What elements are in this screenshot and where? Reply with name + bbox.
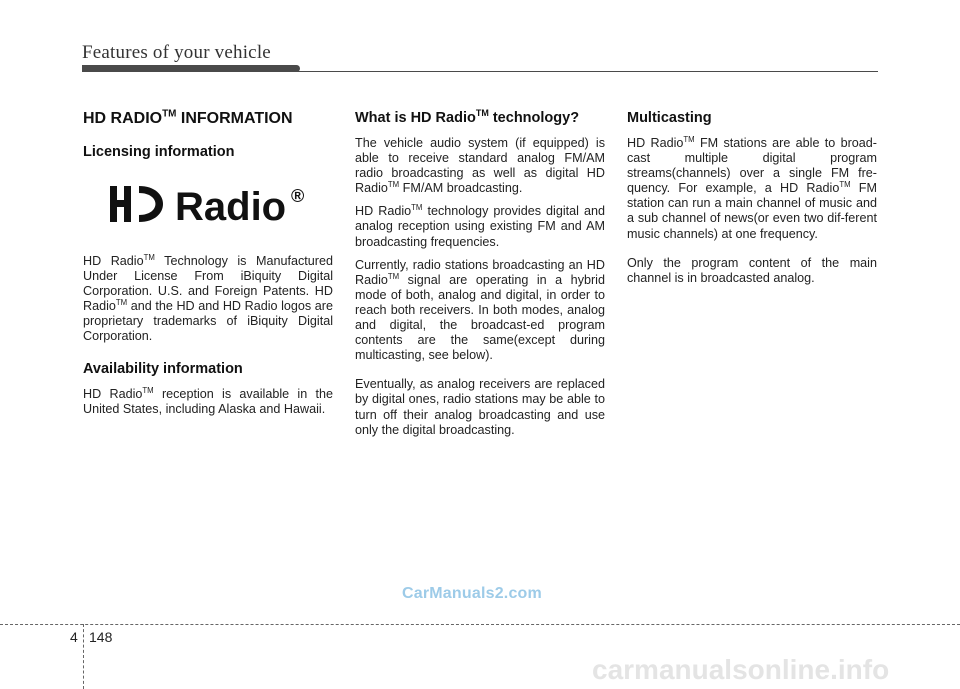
- licensing-heading: Licensing information: [83, 144, 235, 160]
- logo-wordmark: Radio: [175, 185, 287, 229]
- column-3: [627, 110, 877, 294]
- column-1: [83, 110, 333, 425]
- site-watermark: carmanualsonline.info: [592, 654, 890, 685]
- tech-paragraph-2: HD Radio™ technology provides digital and analog reception using existing FM and AM broadcasting frequencies.: [355, 203, 605, 249]
- hd-radio-logo: [83, 174, 333, 244]
- multicasting-paragraph-1: HD Radio™ FM stations are able to broad-cast multiple digital program streams(channels) over a single FM fre-quency. For example, a HD Radio™ FM station can run a main channel of music and a sub channel of news(or even two dif-ferent music channels) at one frequency.: [627, 134, 878, 241]
- footer-divider: [83, 624, 84, 689]
- tech-paragraph-3: Currently, radio stations broadcasting an HD Radio™ signal are operating in a hybrid mode of both, analog and digital, in order to reach both receivers. In both modes, analog and digital, the broadcast-ed program contents are the same(except during multicasting, see below).: [355, 257, 605, 363]
- registered-mark: ®: [291, 186, 305, 206]
- availability-paragraph: HD Radio™ reception is available in the United States, including Alaska and Hawaii.: [83, 385, 334, 416]
- header-title: Features of your vehicle: [82, 42, 271, 63]
- header-rule: [82, 71, 878, 72]
- tech-paragraph-4: Eventually, as analog receivers are replaced by digital ones, radio stations may be able to turn off their analog broadcasting and use only the digital broadcasting.: [355, 377, 605, 437]
- availability-heading: Availability information: [83, 360, 243, 377]
- column-2: [355, 110, 605, 446]
- chapter-number: 4: [70, 629, 78, 645]
- multicasting-heading: Multicasting: [627, 110, 712, 126]
- licensing-paragraph: HD Radio™ Technology is Manufactured Under License From iBiquity Digital Corporation. U.S. and Foreign Patents. HD Radio™ and the HD and HD Radio logos are proprietary trademarks of iBiquity Digital Corporation.: [83, 252, 333, 344]
- multicasting-paragraph-2: Only the program content of the main channel is in broadcasted analog.: [627, 255, 877, 285]
- watermark-link[interactable]: CarManuals2.com: [402, 585, 542, 602]
- page-number: 148: [89, 629, 113, 645]
- hd-logo-icon: [110, 186, 163, 222]
- footer-rule: [0, 624, 960, 625]
- section-title: HD RADIO™ INFORMATION: [83, 108, 293, 127]
- hd-technology-heading: What is HD Radio™ technology?: [355, 108, 580, 126]
- tech-paragraph-1: The vehicle audio system (if equipped) is able to receive standard analog FM/AM radio broadcasting as well as digital HD Radio™ FM/AM broadcasting.: [355, 136, 605, 196]
